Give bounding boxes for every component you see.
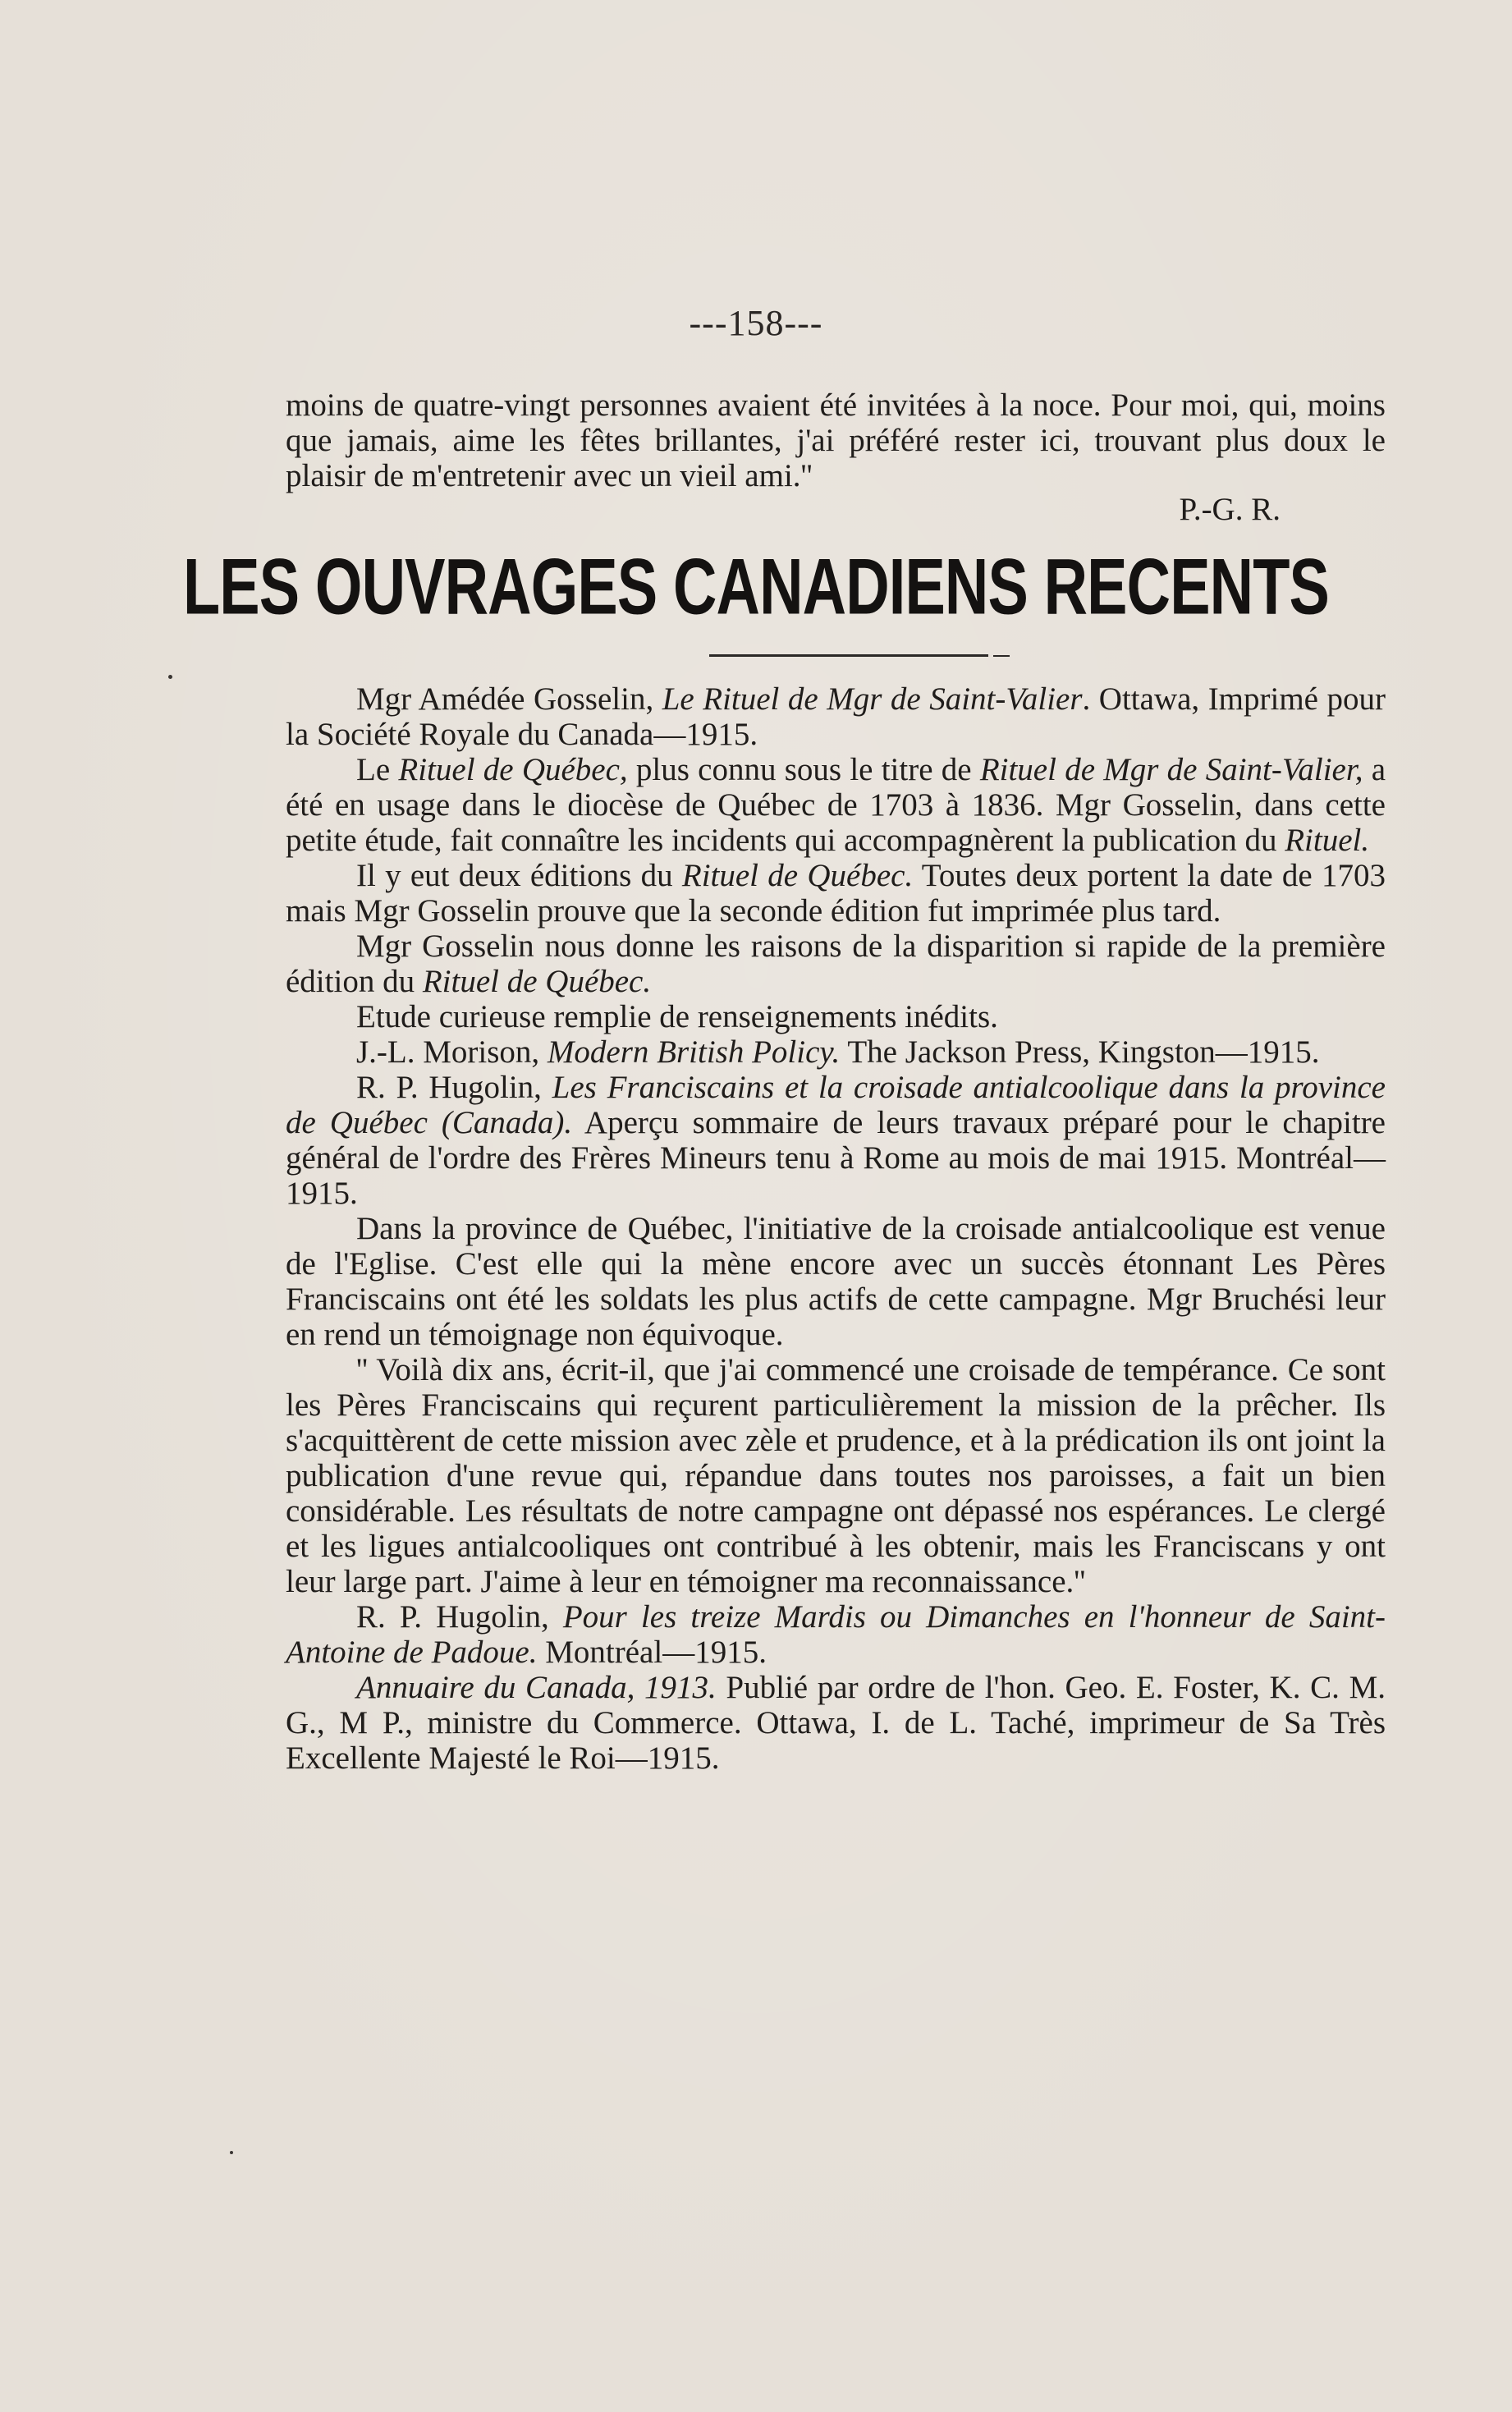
paper-speck xyxy=(230,2151,233,2154)
article-body xyxy=(286,681,1386,1776)
entry-gosselin xyxy=(286,681,1386,752)
paragraph-rituel xyxy=(286,752,1386,858)
heading-rule-dash xyxy=(993,655,1010,657)
entry-author: R. P. Hugolin, xyxy=(356,1599,563,1635)
entry-details: The Jackson Press, Kingston—1915. xyxy=(840,1034,1320,1070)
text-span: Mgr Gosselin nous donne les raisons de la disparition si rapide de la première édition du xyxy=(286,929,1386,999)
text-span: plus connu sous le titre de xyxy=(627,752,980,787)
paragraph-quotation xyxy=(286,1352,1386,1599)
entry-title: Pour les treize Mardis ou Dimanches en l'honneur de Saint-Antoine de Padoue. xyxy=(286,1599,1386,1670)
section-heading: LES OUVRAGES CANADIENS RECENTS xyxy=(182,543,1330,631)
text-span: a été en usage dans le diocèse de Québec de 1703 à 1836. Mgr Gosselin, dans cette petite étude, fait connaître les incidents qui accompagnèrent la publication du xyxy=(286,752,1386,858)
entry-author: J.-L. Morison, xyxy=(356,1034,548,1070)
paper-speck xyxy=(168,675,172,679)
entry-morison xyxy=(286,1034,1386,1070)
paragraph-croisade xyxy=(286,1211,1386,1352)
italic-title: Rituel de Québec, xyxy=(398,752,628,787)
text-span: '' Voilà dix ans, écrit-il, que j'ai commencé une croisade de tempérance. Ce sont les Pères Franciscains qui reçurent particulièrement la mission de la prêcher. Ils s'acquittèrent de cette mission avec zèle et prudence, et à la prédication ils ont joint la publication d'une revue qui, répandue dans toutes nos paroisses, a fait un bien considérable. Les résultats de notre campagne ont dépassé nos espérances. Le clergé et les ligues antialcooliques ont contribué à les obtenir, mais les Franciscans y ont leur large part. J'aime à leur en témoigner ma reconnaissance.'' xyxy=(286,1352,1386,1599)
intro-paragraph xyxy=(286,387,1386,493)
text-span: Le xyxy=(356,752,399,787)
signature: P.-G. R. xyxy=(1179,492,1281,527)
entry-details: Aperçu sommaire de leurs travaux préparé pour le chapitre général de l'ordre des Frères Mineurs tenu à Rome au mois de mai 1915. Montréal—1915. xyxy=(286,1105,1386,1211)
italic-title: Rituel de Québec. xyxy=(681,858,914,893)
entry-author: R. P. Hugolin, xyxy=(356,1070,552,1105)
entry-title: Annuaire du Canada, 1913. xyxy=(356,1670,717,1705)
entry-hugolin-mardis xyxy=(286,1599,1386,1670)
entry-title: Les Franciscains et la croisade antialcoolique dans la province de Québec (Canada). xyxy=(286,1070,1386,1140)
text-span: Il y eut deux éditions du xyxy=(356,858,682,893)
italic-title: Rituel de Mgr de Saint-Valier, xyxy=(979,752,1363,787)
text-span: Toutes deux portent la date de 1703 mais Mgr Gosselin prouve que la seconde édition fut imprimée plus tard. xyxy=(286,858,1386,929)
entry-details: Publié par ordre de l'hon. Geo. E. Foster, K. C. M. G., M P., ministre du Commerce. Ottawa, I. de L. Taché, imprimeur de Sa Très Excellente Majesté le Roi—1915. xyxy=(286,1670,1386,1776)
entry-hugolin-franciscains xyxy=(286,1070,1386,1211)
text-span: Etude curieuse remplie de renseignements inédits. xyxy=(356,999,998,1034)
italic-title: Rituel. xyxy=(1285,823,1370,858)
entry-author: Mgr Amédée Gosselin, xyxy=(356,681,662,717)
text-span: Dans la province de Québec, l'initiative de la croisade antialcoolique est venue de l'Eglise. C'est elle qui la mène encore avec un succès étonnant Les Pères Franciscains ont été les soldats les plus actifs de cette campagne. Mgr Bruchési leur en rend un témoignage non équivoque. xyxy=(286,1211,1386,1352)
heading-rule xyxy=(709,654,988,657)
italic-title: Rituel de Québec. xyxy=(422,964,652,999)
entry-title: Le Rituel de Mgr de Saint-Valier xyxy=(662,681,1083,717)
entry-details: Montréal—1915. xyxy=(537,1635,767,1670)
page-number: ---158--- xyxy=(689,303,823,343)
paragraph-etude xyxy=(286,999,1386,1034)
paragraph-disparition xyxy=(286,929,1386,999)
paragraph-editions xyxy=(286,858,1386,929)
entry-title: Modern British Policy. xyxy=(547,1034,841,1070)
entry-annuaire xyxy=(286,1670,1386,1776)
intro-text: moins de quatre-vingt personnes avaient été invitées à la noce. Pour moi, qui, moins que jamais, aime les fêtes brillantes, j'ai préféré rester ici, trouvant plus doux le plaisir de m'entretenir avec un vieil ami.'' xyxy=(286,387,1386,493)
entry-details: . Ottawa, Imprimé pour la Société Royale du Canada—1915. xyxy=(286,681,1386,752)
